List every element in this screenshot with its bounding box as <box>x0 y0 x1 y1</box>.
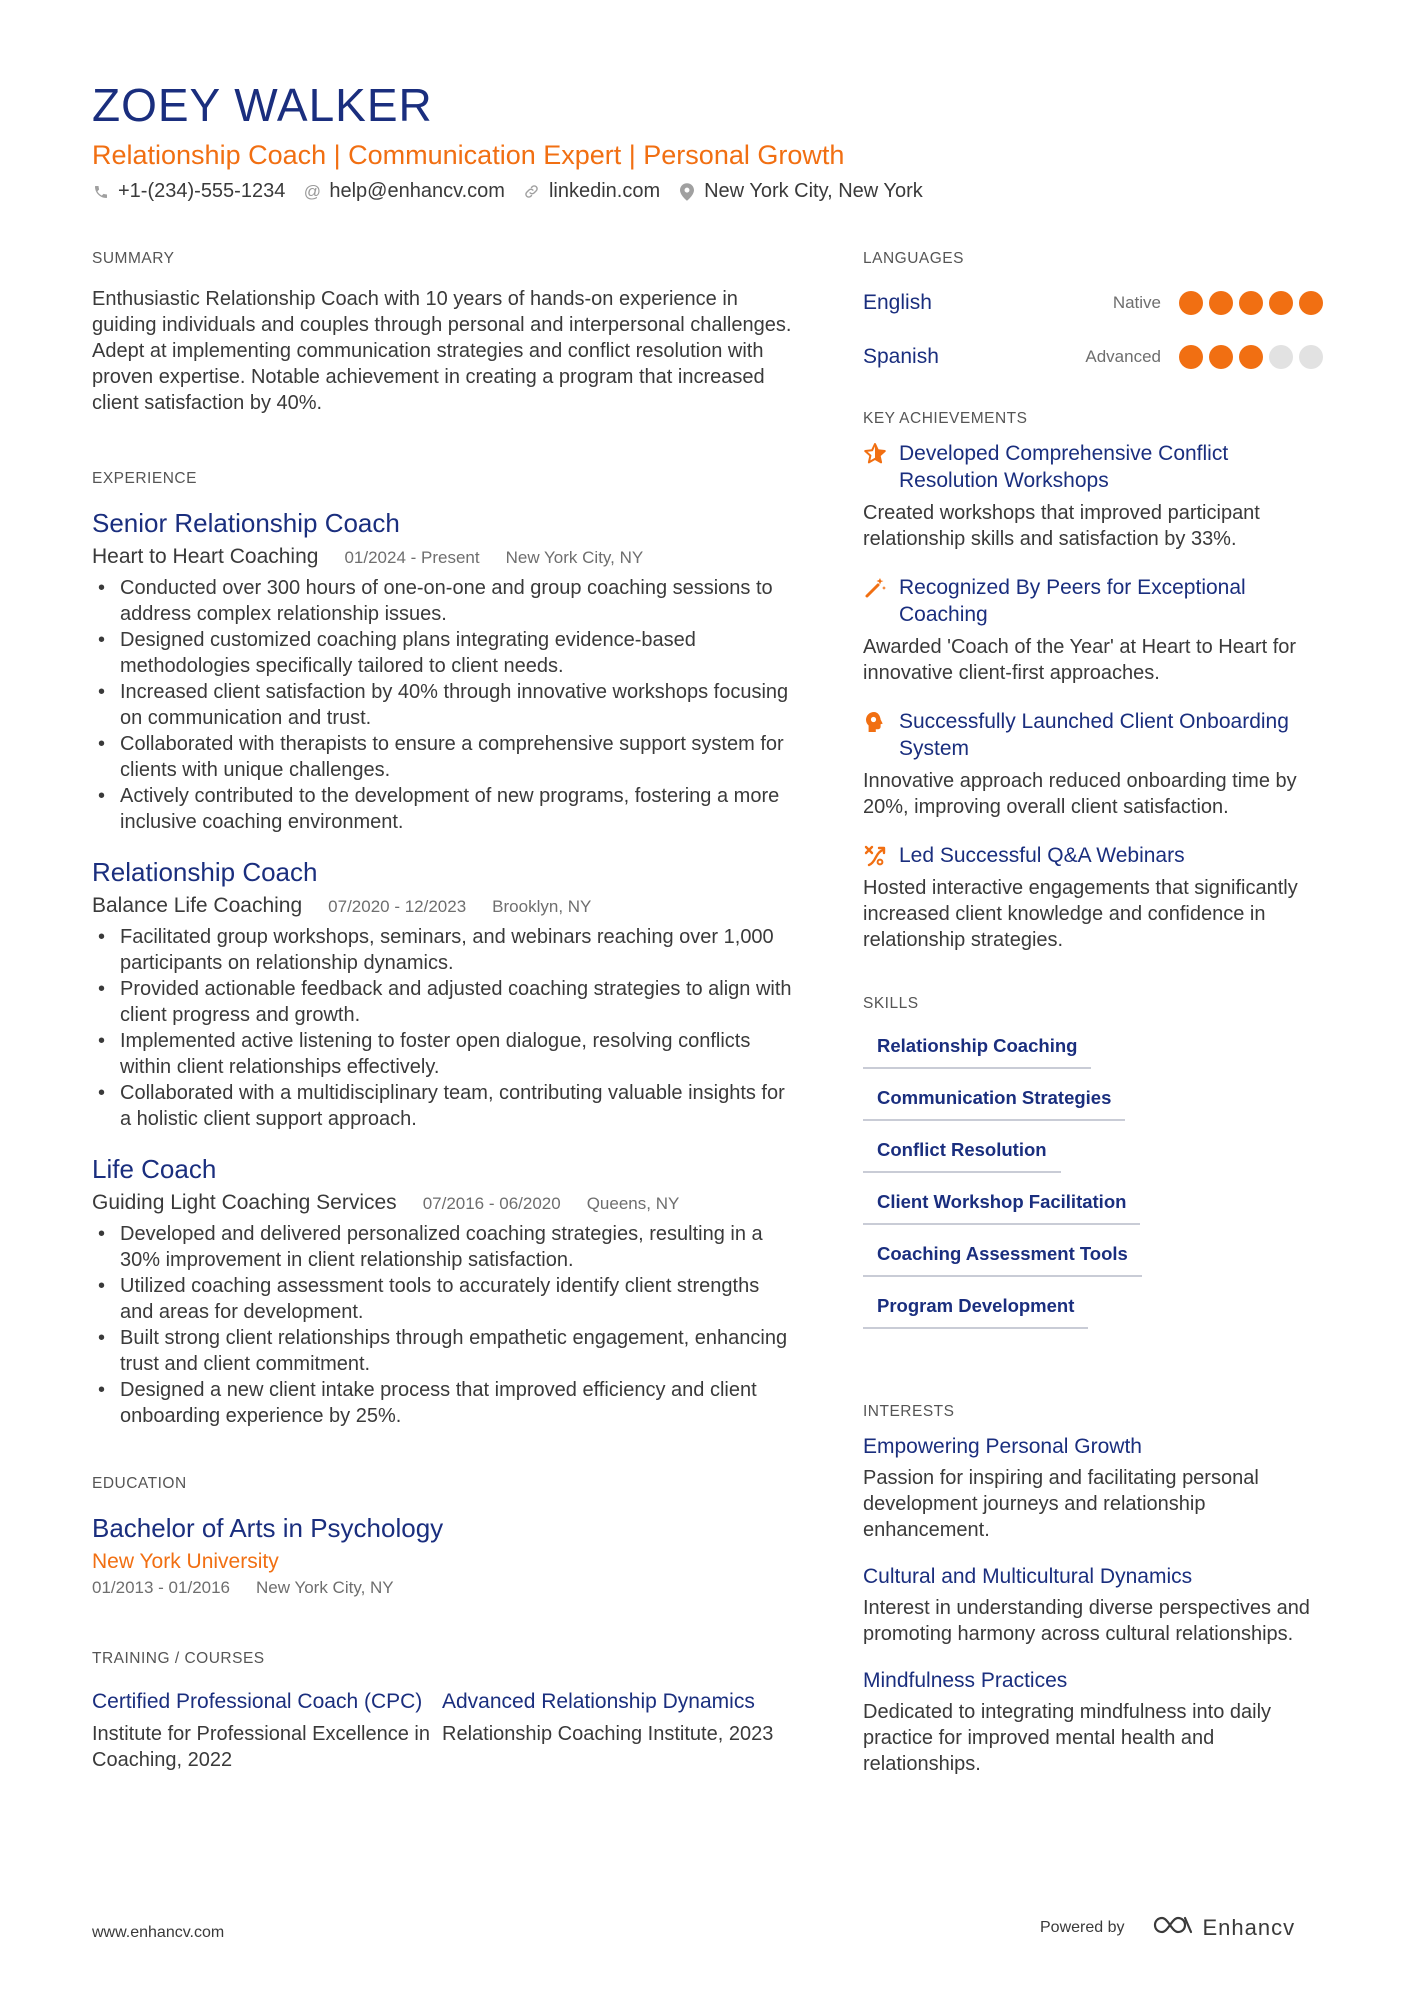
interest-desc: Passion for inspiring and facilitating personal development journeys and relationship enhancement. <box>863 1467 1259 1541</box>
proficiency-dot-empty <box>1269 345 1293 369</box>
headline: Relationship Coach | Communication Expert | Personal Growth <box>92 140 845 170</box>
at-icon: @ <box>303 181 321 201</box>
proficiency-dot-filled <box>1179 345 1203 369</box>
proficiency-dot-filled <box>1179 291 1203 315</box>
interest-title: Mindfulness Practices <box>863 1669 1068 1692</box>
bullet-item: • Built strong client relationships through empathetic engagement, enhancing trust and client commitment. <box>92 1325 792 1377</box>
section-title: INTERESTS <box>863 1403 955 1420</box>
course-name: Advanced Relationship Dynamics <box>442 1690 755 1713</box>
achievement-title: Recognized By Peers for Exceptional Coaching <box>899 576 1246 626</box>
job-bullets <box>92 1221 792 1429</box>
bullet-item: • Facilitated group workshops, seminars, and webinars reaching over 1,000 participants on relationship dynamics. <box>92 924 792 976</box>
achievement-head <box>863 440 1323 494</box>
language-row <box>863 330 1323 384</box>
job-company: Heart to Heart Coaching <box>92 545 319 568</box>
contact-bar <box>92 180 923 203</box>
job-bullets <box>92 575 792 835</box>
star-icon <box>863 442 887 466</box>
interest-title: Empowering Personal Growth <box>863 1435 1142 1458</box>
brand-name: Enhancv <box>1202 1915 1296 1940</box>
course-item <box>442 1688 792 1773</box>
bullet-item: • Conducted over 300 hours of one-on-one and group coaching sessions to address complex relationship issues. <box>92 575 792 627</box>
proficiency-dots <box>1179 291 1323 315</box>
job-company: Guiding Light Coaching Services <box>92 1191 397 1214</box>
edu-location: New York City, NY <box>256 1578 394 1597</box>
section-title: KEY ACHIEVEMENTS <box>863 410 1028 427</box>
location-text: New York City, New York <box>704 180 923 202</box>
interest-item <box>863 1669 1323 1777</box>
skill-tag: Coaching Assessment Tools <box>863 1243 1142 1277</box>
section-title: EXPERIENCE <box>92 470 197 487</box>
brand-logo[interactable] <box>1151 1914 1296 1942</box>
right-column <box>863 250 1323 1799</box>
interest-desc: Interest in understanding diverse perspectives and promoting harmony across cultural relationships. <box>863 1597 1310 1645</box>
bullet-item: • Actively contributed to the development of new programs, fostering a more inclusive coaching environment. <box>92 783 792 835</box>
edu-school: New York University <box>92 1550 279 1573</box>
courses-list <box>92 1688 792 1773</box>
languages-section <box>863 250 1323 384</box>
bullet-item: • Implemented active listening to foster open dialogue, resolving conflicts within client relationships effectively. <box>92 1028 792 1080</box>
contact-email[interactable] <box>303 180 505 203</box>
skills-section <box>863 995 1323 1347</box>
contact-linkedin[interactable] <box>523 180 660 203</box>
magic-wand-icon <box>863 576 887 600</box>
job-title: Senior Relationship Coach <box>92 508 400 538</box>
bullet-item: • Developed and delivered personalized coaching strategies, resulting in a 30% improvement in client relationship satisfaction. <box>92 1221 792 1273</box>
job-title: Relationship Coach <box>92 857 318 887</box>
interest-item <box>863 1435 1323 1543</box>
link-icon <box>523 183 541 200</box>
section-title: SUMMARY <box>92 250 175 267</box>
section-title: SKILLS <box>863 995 919 1012</box>
job-meta <box>92 894 792 918</box>
bullet-item: • Designed a new client intake process that improved efficiency and client onboarding experience by 25%. <box>92 1377 792 1429</box>
email-text: help@enhancv.com <box>329 180 505 202</box>
edu-dates: 01/2013 - 01/2016 <box>92 1578 231 1597</box>
job-entry <box>92 508 792 835</box>
achievement-title: Developed Comprehensive Conflict Resolution Workshops <box>899 442 1229 492</box>
achievement-item <box>863 708 1323 820</box>
job-meta <box>92 545 792 569</box>
job-dates: 07/2016 - 06/2020 <box>422 1194 561 1213</box>
language-name: Spanish <box>863 345 939 368</box>
skills-list <box>863 1035 1323 1347</box>
skill-tag: Relationship Coaching <box>863 1035 1091 1069</box>
linkedin-text: linkedin.com <box>548 180 661 202</box>
job-location: New York City, NY <box>505 548 644 567</box>
job-bullets <box>92 924 792 1132</box>
bullet-item: • Provided actionable feedback and adjusted coaching strategies to align with client progress and growth. <box>92 976 792 1028</box>
head-icon <box>863 710 887 734</box>
section-title: LANGUAGES <box>863 250 964 267</box>
course-desc: Institute for Professional Excellence in Coaching, 2022 <box>92 1723 430 1771</box>
skill-tag: Communication Strategies <box>863 1087 1125 1121</box>
skill-tag: Program Development <box>863 1295 1088 1329</box>
bullet-item: • Designed customized coaching plans integrating evidence-based methodologies specifically tailored to client needs. <box>92 627 792 679</box>
education-section <box>92 1475 792 1598</box>
interest-desc: Dedicated to integrating mindfulness into daily practice for improved mental health and relationships. <box>863 1701 1272 1775</box>
skill-tag: Conflict Resolution <box>863 1139 1061 1173</box>
contact-phone[interactable] <box>92 180 285 203</box>
job-dates: 01/2024 - Present <box>344 548 480 567</box>
job-location: Brooklyn, NY <box>492 897 592 916</box>
achievement-desc: Innovative approach reduced onboarding time by 20%, improving overall client satisfaction. <box>863 770 1297 818</box>
achievement-head <box>863 708 1323 762</box>
proficiency-dots <box>1179 345 1323 369</box>
section-title: EDUCATION <box>92 1475 187 1492</box>
phone-text: +1-(234)-555-1234 <box>118 180 286 202</box>
language-level: Advanced <box>1085 347 1161 366</box>
job-location: Queens, NY <box>586 1194 680 1213</box>
interests-section <box>863 1403 1323 1777</box>
achievement-head <box>863 842 1323 869</box>
skill-tag: Client Workshop Facilitation <box>863 1191 1140 1225</box>
bullet-item: • Utilized coaching assessment tools to accurately identify client strengths and areas for development. <box>92 1273 792 1325</box>
achievement-title: Led Successful Q&A Webinars <box>899 844 1185 867</box>
achievement-head <box>863 574 1323 628</box>
achievement-desc: Awarded 'Coach of the Year' at Heart to Heart for innovative client-first approaches. <box>863 636 1297 684</box>
proficiency-dot-filled <box>1209 345 1233 369</box>
bullet-item: • Collaborated with a multidisciplinary team, contributing valuable insights for a holistic client support approach. <box>92 1080 792 1132</box>
proficiency-dot-filled <box>1269 291 1293 315</box>
achievement-title: Successfully Launched Client Onboarding System <box>899 710 1289 760</box>
interest-item <box>863 1565 1323 1647</box>
left-column <box>92 250 792 1773</box>
infinity-icon <box>1151 1914 1195 1942</box>
job-entry <box>92 857 792 1132</box>
experience-section <box>92 470 792 1429</box>
job-title: Life Coach <box>92 1154 217 1184</box>
proficiency-dot-filled <box>1209 291 1233 315</box>
job-company: Balance Life Coaching <box>92 894 303 917</box>
location-pin-icon <box>678 183 696 201</box>
powered-by-text: Powered by <box>1040 1919 1125 1936</box>
job-meta <box>92 1191 792 1215</box>
achievements-section <box>863 410 1323 953</box>
language-row <box>863 276 1323 330</box>
phone-icon <box>92 184 110 200</box>
candidate-name: ZOEY WALKER <box>92 79 433 131</box>
achievement-item <box>863 440 1323 552</box>
bullet-item: • Collaborated with therapists to ensure a comprehensive support system for clients with unique challenges. <box>92 731 792 783</box>
proficiency-dot-filled <box>1239 345 1263 369</box>
contact-location <box>678 180 923 203</box>
footer-website[interactable]: www.enhancv.com <box>92 1924 225 1941</box>
proficiency-dot-filled <box>1239 291 1263 315</box>
summary-section <box>92 250 792 416</box>
achievement-item <box>863 842 1323 953</box>
interest-title: Cultural and Multicultural Dynamics <box>863 1565 1193 1588</box>
course-desc: Relationship Coaching Institute, 2023 <box>442 1723 774 1745</box>
course-name: Certified Professional Coach (CPC) <box>92 1690 423 1713</box>
proficiency-dot-empty <box>1299 345 1323 369</box>
footer-branding <box>1040 1914 1295 1942</box>
strategy-icon <box>863 844 887 868</box>
section-title: TRAINING / COURSES <box>92 1650 265 1667</box>
training-section <box>92 1650 792 1773</box>
job-dates: 07/2020 - 12/2023 <box>328 897 467 916</box>
edu-degree: Bachelor of Arts in Psychology <box>92 1513 444 1543</box>
job-entry <box>92 1154 792 1429</box>
edu-meta <box>92 1578 792 1598</box>
summary-text: Enthusiastic Relationship Coach with 10 years of hands-on experience in guiding individuals and couples through personal and interpersonal challenges. Adept at implementing communication strategies and conflict resolution with proven expertise. Notable achievement in creating a program that increased client satisfaction by 40%. <box>92 288 792 414</box>
language-level: Native <box>1112 293 1161 312</box>
language-name: English <box>863 291 932 314</box>
achievement-desc: Created workshops that improved participant relationship skills and satisfaction by 33%. <box>863 502 1260 550</box>
proficiency-dot-filled <box>1299 291 1323 315</box>
achievement-item <box>863 574 1323 686</box>
achievement-desc: Hosted interactive engagements that significantly increased client knowledge and confidence in relationship strategies. <box>863 877 1298 951</box>
bullet-item: • Increased client satisfaction by 40% through innovative workshops focusing on communication and trust. <box>92 679 792 731</box>
course-item <box>92 1688 442 1773</box>
